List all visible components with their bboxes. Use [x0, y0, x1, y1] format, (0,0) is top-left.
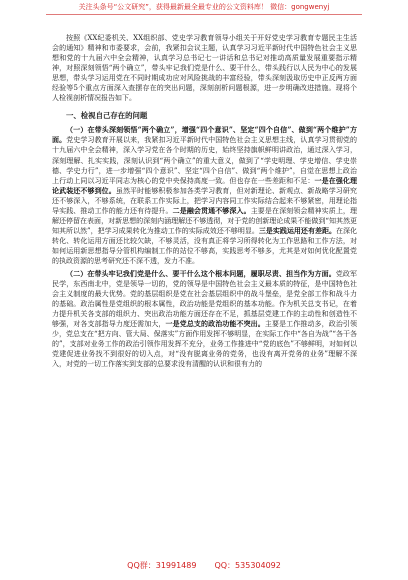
item-1-point-2: 二是融会贯通不够深入。	[172, 205, 251, 215]
item-2-paragraph	[52, 269, 357, 369]
footer-qq: QQ：535304092	[214, 561, 281, 570]
item-1-point-3: 三是实践运用还有差距。	[258, 225, 336, 235]
header-divider	[46, 14, 362, 15]
item-1-body-3: 主要是在深刻领会精神实质上，理解还停留在表面，对新思想的深刻内涵理解还不够透彻，对于党的创新理论成果不能做到“知其然更知其所以然”，把学习成果转化为推动工作的实际成效还不够明显。	[52, 206, 358, 235]
item-1-body-2: 虽然平时能够积极参加各类学习教育，但对新理论、新观点、新战略学习研究还不够深入，不够系统，在联系工作实际上，把学习内容同工作实际结合起来不够紧密，用理论指导实践、推动工作的能力还有待提升。	[52, 186, 358, 215]
section-title: 一、检视自己存在的问题	[66, 111, 148, 121]
item-1-point-1: 一是在强化理论武装还不够到位。	[52, 175, 358, 195]
item-1-body: 党史学习教育开展以来，我紧扣习近平新时代中国特色社会主义思想主线，认真学习贯彻党的十九届六中全会精神，深入学习党在各个时期的历史，始终坚持旗帜鲜明讲政治，通过深入学习，深刻理解、扎实实践，深刻认识到“两个确立”的重大意义，做到了“学史明理、学史增信、学史崇德、学史力行”，进一步增强“四个意识”、坚定“四个自信”、做到“两个维护”，自觉在思想上政治上行动上同以习近平同志为核心的党中央保持高度一致。但也存在一些差距和不足：	[52, 136, 358, 185]
item-2-body: 党政军民学，东西南北中，党是领导一切的，党的领导是中国特色社会主义最本质的特征，是中国特色社会主义制度的最大优势。党的基层组织是党在社会基层组织中的战斗堡垒，是党全部工作和战斗力的基础。政治属性是党组织的根本属性，政治功能是党组织的基本功能。作为机关总支书记，在着力提升机关各支部的组织力、突出政治功能方面还存在不足，抓基层党建工作的主动性和创造性不够强，对各支部指导力度还需加大，	[52, 270, 358, 329]
item-2-lead: （二）在带头牢记我们党是什么、要干什么这个根本问题，履职尽责、担当作为方面。	[66, 269, 336, 279]
footer-contact	[0, 561, 408, 571]
header-banner: 关注头条号“公文研究”，获得最新最全最专业的公文资料库！ 微信：gongwenyj	[78, 3, 330, 11]
item-1-body-4: 在深化转化、转化运用方面还比较欠缺，不够灵活，没有真正将学习所得转化为工作思路和工作方法，对如何运用新思想指导分管机构编制工作的站位不够高，实践思考不够多，尤其是对如何优化配置党的执政资源的思考研究还不深不透，发力不准。	[52, 226, 358, 265]
item-2-body-2: 主要是工作推动多，政治引领少，党总支在“把方向、管大局、保落实”方面作用发挥不够明显，在实际工作中“各自为战”“各干各的”，支部对业务工作的政治引领作用发挥不充分，业务工作推进中“党的底色”不够鲜明，对如何以党建促进业务找不到很好的切入点，对“没有脱离业务的党务，也没有离开党务的业务”理解不深入，对党的一切工作落实到支部的总要求没有清醒的认识和很有力的	[52, 320, 358, 369]
item-1-paragraph	[52, 125, 357, 266]
item-1-lead: （一）在带头深刻领悟“两个确立”，增强“四个意识”、坚定“四个自信”、做到“两个维护”方面。	[52, 125, 357, 145]
footer-qq-group: QQ群：31991489	[127, 561, 197, 570]
document-body	[52, 33, 357, 370]
intro-paragraph: 按照《XX纪委机关、XX组织部、党史学习教育领导小组关于开好党史学习教育专题民主生活会的通知》精神和市委要求，会前，我紧扣会议主题，认真学习习近平新时代中国特色社会主义思想和党的十九届六中全会精神，认真学习总书记七一讲话和总书记对推动高质量发展重要指示精神，对照深刻领悟“两个确立”，带头牢记我们党是什么、要干什么，带头践行以人民为中心的发展思想，带头学习运用党在不同时期成功应对风险挑战的丰富经验，带头深刻汲取历史中正反两方面经验等5个重点方面深入查摆存在的突出问题，深刻剖析问题根源，进一步明确改进措施。现将个人检视剖析情况报告如下。	[52, 34, 357, 103]
item-2-point-1: 一是党总支的政治功能不突出。	[165, 319, 265, 329]
